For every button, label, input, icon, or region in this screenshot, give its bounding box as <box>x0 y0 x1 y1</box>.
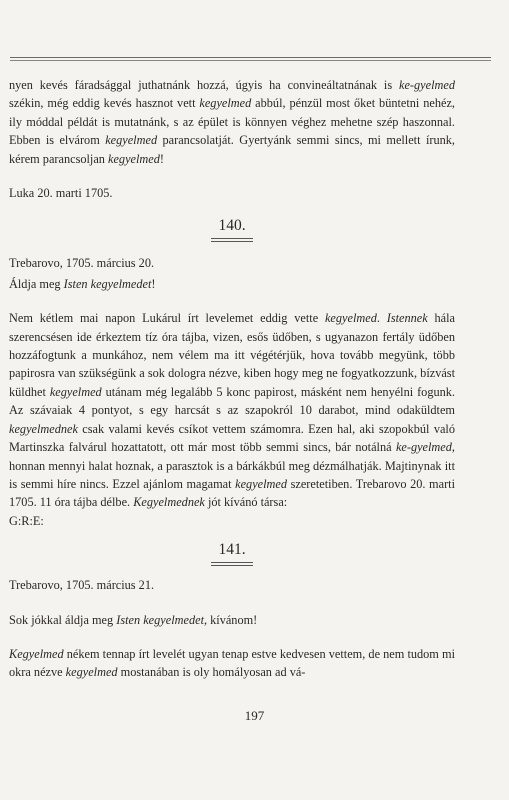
letter-greeting: Áldja meg Isten kegyelmedet! <box>9 276 156 291</box>
letter-body: Kegyelmed nékem tennap írt levelét ugyan tenap estve kedvesen vettem, de nem tudom mi okra nézve kegyelmed mostanában is oly homályosan ad vá- <box>9 646 455 680</box>
letter-number-140: 140. <box>218 217 246 235</box>
letter-number-141: 141. <box>218 541 246 559</box>
letter-place-date: Trebarovo, 1705. március 21. <box>9 578 155 593</box>
letter-number-rule <box>211 562 253 566</box>
letter-greeting: Sok jókkal áldja meg Isten kegyelmedet, kívánom! <box>9 612 258 627</box>
letter-signature: G:R:E: <box>9 513 44 528</box>
letter-place-date: Trebarovo, 1705. március 20. <box>9 256 155 271</box>
page-text <box>9 76 455 682</box>
letter-body: Nem kétlem mai napon Lukárul írt levelemet eddig vette kegyelmed. Istennek hála szerencsésen ide érkeztem tíz óra tájba, vizen, esős üdőben, s ugyanazon fertály üdőben hozzáfogtunk a munkához, nem vélem ma itt végétérjük, hova tovább megyünk, több papirosra van szükségünk a sok dologra nézve, kiben hogy meg ne fogyatkozzunk, bízvást küldhet kegyelmed utánam még legalább 5 konc papirost, másként nem henyélni fogunk. Az szávaiak 4 pontyot, s egy harcsát s az szapokról 10 darabot, mind odaküldtem kegyelmednek csak valami kevés csíkot vettem számomra. Ezen hal, aki szopokbúl való Martinszka falvárul hozattatott, ott már most több semmi sincs, bár notálná ke-gyelmed, honnan mennyi halat hoznak, a parasztok is a bárkákbúl meg dézmálhatják. Majtinynak itt is semmi híre nincs. Ezzel ajánlom magamat kegyelmed szeretetiben. Trebarovo 20. marti 1705. 11 óra tájba délbe. Kegyelmednek jót kívánó társa: <box>9 311 456 510</box>
letter-number-rule <box>211 238 253 242</box>
continued-paragraph: nyen kevés fáradsággal juthatnánk hozzá, úgyis ha convineáltatnának is ke-gyelmed székin, még eddig kevés hasznot vett kegyelmed abbúl, pénzül most őket büntetni nehéz, ily móddal példát is mutatnánk, s az épület is könnyen véghez mehetne szép haszonnal. Ebben is elvárom kegyelmed parancsolatját. Gyertyánk semmi sincs, mi mellett írunk, kérem parancsoljan kegyelmed! <box>9 78 455 166</box>
letter-dateline: Luka 20. marti 1705. <box>9 186 113 201</box>
header-double-rule <box>10 57 491 61</box>
page-number: 197 <box>244 708 265 723</box>
